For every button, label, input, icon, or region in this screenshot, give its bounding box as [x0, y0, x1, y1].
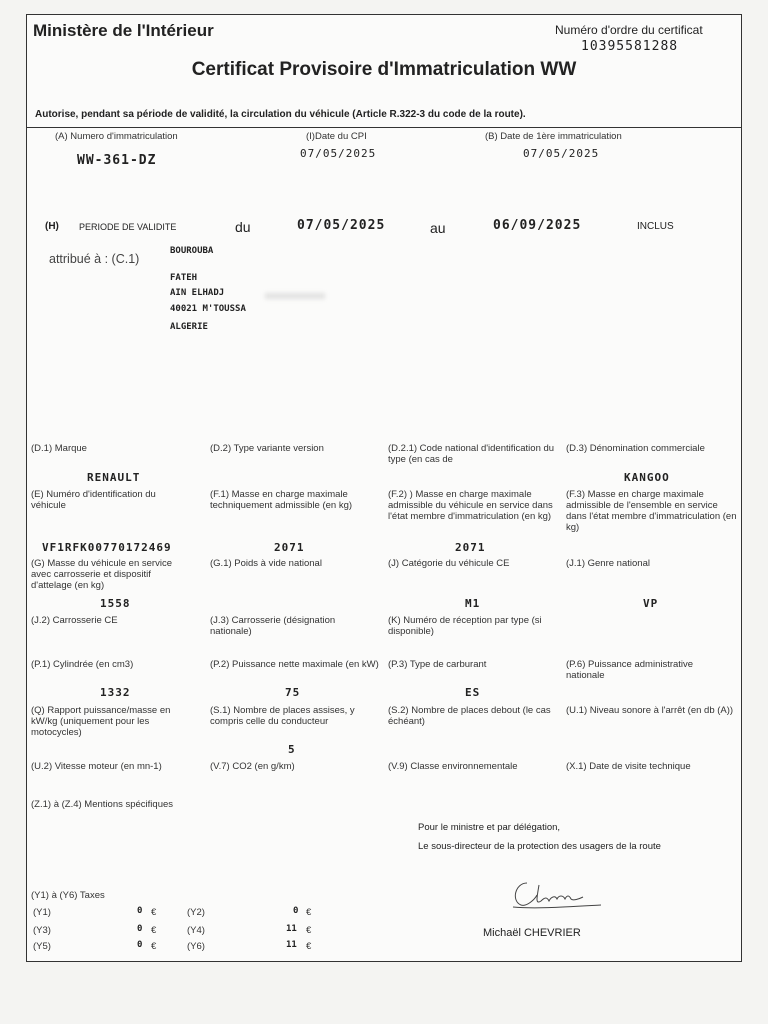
vin-value: VF1RFK00770172469 — [42, 541, 172, 554]
empty-weight-label: (G.1) Poids à vide national — [210, 558, 322, 569]
net-power-value: 75 — [285, 686, 301, 699]
validity-from-date: 07/05/2025 — [297, 218, 386, 233]
holder-address-line1: AIN ELHADJ — [170, 288, 225, 298]
tax-label: (Y4) — [187, 925, 205, 936]
tax-value: 11 — [286, 940, 297, 950]
validity-period-label: PERIODE DE VALIDITE — [79, 222, 177, 232]
authorization-text: Autorise, pendant sa période de validité, la circulation du véhicule (Article R.322-3 du code de la route). — [35, 109, 526, 120]
delegation-line1: Pour le ministre et par délégation, — [418, 822, 561, 833]
tax-value: 0 — [137, 940, 143, 950]
ministry-name: Ministère de l'Intérieur — [33, 21, 214, 40]
co2-label: (V.7) CO2 (en g/km) — [210, 761, 295, 772]
validity-h-label: (H) — [45, 221, 59, 232]
tax-label: (Y6) — [187, 941, 205, 952]
tax-currency: € — [151, 941, 157, 952]
national-body-label: (J.3) Carrosserie (désignation nationale) — [210, 615, 336, 637]
vin-label: (E) Numéro d'identification du véhicule — [31, 489, 156, 511]
holder-label: attribué à : (C.1) — [49, 252, 140, 266]
delegation-line2: Le sous-directeur de la protection des usagers de la route — [418, 841, 661, 852]
vehicle-category-value: M1 — [465, 597, 481, 610]
engine-speed-label: (U.2) Vitesse moteur (en mn-1) — [31, 761, 162, 772]
fuel-type-label: (P.3) Type de carburant — [388, 659, 487, 670]
validity-from-word: du — [235, 219, 251, 235]
vehicle-mass-label: (G) Masse du véhicule en service avec carrosserie et dispositif d'attelage (en kg) — [31, 558, 172, 591]
validity-inclusive: INCLUS — [637, 221, 674, 232]
displacement-value: 1332 — [100, 686, 131, 699]
holder-firstname: FATEH — [170, 273, 198, 283]
cpi-date-label: (I)Date du CPI — [306, 131, 367, 142]
tax-value: 0 — [293, 906, 299, 916]
national-genre-label: (J.1) Genre national — [566, 558, 650, 569]
commercial-name-value: KANGOO — [624, 471, 670, 484]
tax-label: (Y2) — [187, 907, 205, 918]
certificate-header — [27, 15, 741, 128]
tax-value: 0 — [137, 924, 143, 934]
max-mass-technical-label: (F.1) Masse en charge maximale techniquement admissible (en kg) — [210, 489, 353, 511]
signatory-name: Michaël CHEVRIER — [483, 927, 581, 939]
registration-number: WW-361-DZ — [77, 153, 157, 168]
ce-body-label: (J.2) Carrosserie CE — [31, 615, 118, 626]
tax-currency: € — [151, 925, 157, 936]
first-registration-label: (B) Date de 1ère immatriculation — [485, 131, 622, 142]
vehicle-category-label: (J) Catégorie du véhicule CE — [388, 558, 510, 569]
displacement-label: (P.1) Cylindrée (en cm3) — [31, 659, 134, 670]
ordre-number: 10395581288 — [581, 39, 679, 54]
tax-label: (Y3) — [33, 925, 51, 936]
holder-address-line2: 40021 M'TOUSSA — [170, 304, 246, 314]
type-variant-label: (D.2) Type variante version — [210, 443, 324, 454]
tax-currency: € — [306, 907, 312, 918]
seats-label: (S.1) Nombre de places assises, y compris celle du conducteur — [210, 705, 355, 727]
cpi-date: 07/05/2025 — [300, 147, 377, 160]
ordre-label: Numéro d'ordre du certificat — [555, 23, 703, 37]
environmental-class-label: (V.9) Classe environnementale — [388, 761, 518, 772]
validity-to-date: 06/09/2025 — [493, 218, 582, 233]
redaction-smudge — [265, 293, 325, 299]
tax-label: (Y5) — [33, 941, 51, 952]
type-approval-label: (K) Numéro de réception par type (si disponible) — [388, 615, 542, 637]
vehicle-mass-value: 1558 — [100, 597, 131, 610]
first-registration-date: 07/05/2025 — [523, 147, 600, 160]
brand-value: RENAULT — [87, 471, 141, 484]
max-mass-combination-label: (F.3) Masse en charge maximale admissible de l'ensemble en service dans l'état membre d'immatriculation (en kg) — [566, 489, 737, 533]
max-mass-technical-value: 2071 — [274, 541, 305, 554]
holder-name: BOUROUBA — [170, 246, 214, 256]
inspection-date-label: (X.1) Date de visite technique — [566, 761, 691, 772]
holder-country: ALGERIE — [170, 322, 208, 332]
tax-currency: € — [306, 925, 312, 936]
registration-number-label: (A) Numero d'immatriculation — [55, 131, 178, 142]
tax-value: 11 — [286, 924, 297, 934]
certificate-document — [26, 14, 742, 962]
fuel-type-value: ES — [465, 686, 481, 699]
tax-label: (Y1) — [33, 907, 51, 918]
max-mass-service-label: (F.2) ) Masse en charge maximale admissible du véhicule en service dans l'état membre d'immatriculation (en kg) — [388, 489, 553, 522]
power-mass-ratio-label: (Q) Rapport puissance/masse en kW/kg (uniquement pour les motocycles) — [31, 705, 171, 738]
national-genre-value: VP — [643, 597, 659, 610]
fiscal-power-label: (P.6) Puissance administrative nationale — [566, 659, 694, 681]
noise-level-label: (U.1) Niveau sonore à l'arrêt (en db (A)) — [566, 705, 734, 716]
validity-to-word: au — [430, 220, 446, 236]
brand-label: (D.1) Marque — [31, 443, 87, 454]
signature-mark — [505, 875, 605, 915]
certificate-title: Certificat Provisoire d'Immatriculation WW — [191, 59, 577, 80]
net-power-label: (P.2) Puissance nette maximale (en kW) — [210, 659, 379, 670]
tax-currency: € — [151, 907, 157, 918]
max-mass-service-value: 2071 — [455, 541, 486, 554]
tax-currency: € — [306, 941, 312, 952]
standing-places-label: (S.2) Nombre de places debout (le cas échéant) — [388, 705, 551, 727]
specific-mentions-label: (Z.1) à (Z.4) Mentions spécifiques — [31, 799, 174, 810]
commercial-name-label: (D.3) Dénomination commerciale — [566, 443, 705, 454]
tax-value: 0 — [137, 906, 143, 916]
seats-value: 5 — [288, 743, 296, 756]
national-type-code-label: (D.2.1) Code national d'identification du type (en cas de — [388, 443, 555, 465]
taxes-title: (Y1) à (Y6) Taxes — [31, 890, 105, 901]
